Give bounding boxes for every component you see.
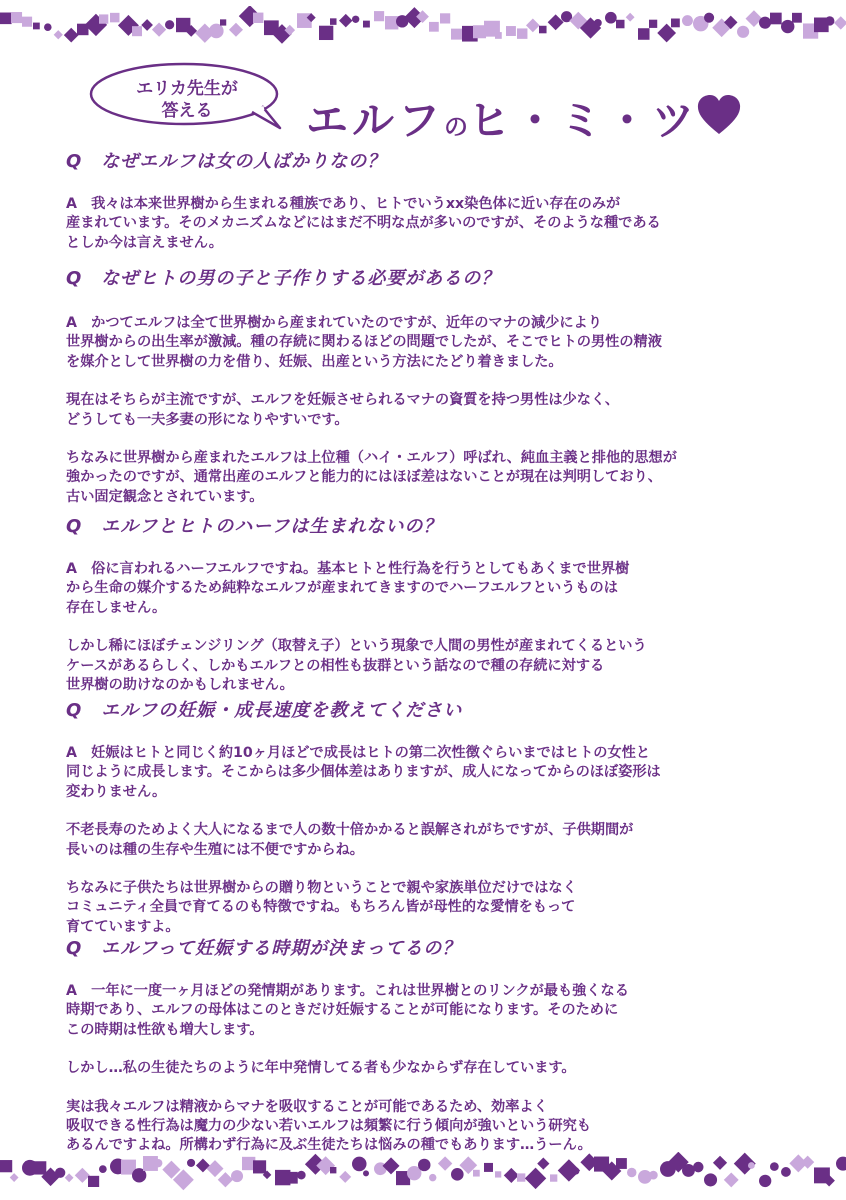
border-ornament bbox=[141, 19, 153, 31]
border-ornament bbox=[539, 26, 547, 34]
text-line: を媒介として世界樹の力を借り、妊娠、出産という方法にたどり着きました。 bbox=[66, 353, 563, 370]
border-ornament bbox=[748, 1162, 755, 1169]
border-ornament bbox=[33, 23, 40, 30]
border-ornament bbox=[429, 22, 439, 32]
text-line: A 我々は本来世界樹から生まれる種族であり、ヒトでいうxx染色体に近い存在のみが bbox=[66, 196, 621, 212]
border-ornament bbox=[836, 1157, 846, 1171]
text-line: A 俗に言われるハーフエルフですね。基本ヒトと性行為を行うとしてもあくまで世界樹 bbox=[66, 561, 630, 577]
title-part-no: の bbox=[444, 113, 469, 141]
text-line: あるんですよね。所構わず行為に及ぶ生徒たちは悩みの種でもあります…うーん。 bbox=[66, 1137, 592, 1154]
border-ornament bbox=[616, 20, 625, 29]
border-ornament bbox=[638, 28, 650, 40]
bubble-text-line2: 答える bbox=[161, 101, 213, 121]
text-line: A かつてエルフは全て世界樹から産まれていたのですが、近年のマナの減少により bbox=[66, 315, 602, 331]
border-ornament bbox=[187, 1159, 195, 1167]
border-ornament bbox=[537, 1157, 549, 1169]
border-ornament bbox=[759, 1175, 771, 1187]
border-ornament bbox=[737, 26, 749, 38]
answer-paragraph bbox=[66, 879, 661, 937]
border-ornament bbox=[218, 1172, 233, 1187]
answer-paragraph bbox=[66, 637, 647, 695]
border-ornament bbox=[517, 1173, 525, 1181]
border-ornament bbox=[253, 1160, 266, 1173]
border-ornament bbox=[526, 18, 540, 32]
border-ornament bbox=[0, 1160, 12, 1172]
border-ornament bbox=[352, 16, 359, 23]
qa-section-4 bbox=[66, 696, 661, 937]
title-part-himitsu: ヒ・ミ・ツ bbox=[468, 96, 699, 145]
text-line: 実は我々エルフは精液からマナを吸収することが可能であるため、効率よく bbox=[66, 1098, 548, 1115]
question-heading: Q エルフとヒトのハーフは生まれないの？ bbox=[66, 516, 443, 537]
border-ornament bbox=[64, 28, 79, 43]
border-ornament bbox=[616, 1158, 627, 1169]
question-heading: Q なぜヒトの男の子と子作りする必要があるの？ bbox=[66, 268, 501, 289]
text-line: しかし…私の生徒たちのように年中発情してる者も少なからず存在しています。 bbox=[66, 1060, 576, 1077]
qa-section-1 bbox=[66, 147, 661, 253]
text-line: 世界樹からの出生率が激減。種の存続に関わるほどの問題でしたが、そこでヒトの男性の精液 bbox=[66, 334, 662, 351]
answer-paragraph bbox=[66, 1098, 629, 1156]
border-ornament bbox=[724, 1172, 739, 1187]
text-line: 強かったのですが、通常出産のエルフと能力的にはほぼ差はないことが現在は判明しており、 bbox=[66, 469, 662, 486]
border-ornament bbox=[484, 1163, 493, 1172]
border-ornament bbox=[229, 23, 243, 37]
border-ornament bbox=[11, 12, 22, 23]
border-ornament bbox=[99, 14, 108, 23]
answer-paragraph bbox=[66, 391, 677, 430]
text-line: 吸収できる性行為は魔力の少ない若いエルフは頻繁に行う傾向が強いという研究も bbox=[66, 1118, 591, 1135]
border-ornament bbox=[339, 1171, 351, 1183]
border-ornament bbox=[440, 13, 450, 23]
border-ornament bbox=[152, 22, 166, 36]
border-ornament bbox=[759, 17, 771, 29]
border-ornament bbox=[154, 1159, 162, 1167]
border-ornament bbox=[75, 1168, 90, 1183]
decorative-border-top bbox=[0, 6, 846, 46]
border-ornament bbox=[196, 1159, 210, 1173]
border-ornament bbox=[44, 23, 52, 31]
border-ornament bbox=[110, 13, 120, 23]
border-ornament bbox=[517, 28, 527, 38]
border-ornament bbox=[55, 1168, 65, 1178]
border-ornament bbox=[713, 1156, 727, 1170]
border-ornament bbox=[253, 13, 263, 23]
text-line: 古い固定観念とされています。 bbox=[66, 488, 264, 505]
text-line: 存在しません。 bbox=[66, 599, 167, 616]
page-title bbox=[306, 88, 698, 148]
bubble-text-line1: エリカ先生が bbox=[136, 79, 238, 99]
text-line: としか今は言えません。 bbox=[66, 234, 223, 251]
text-line: 時期であり、エルフの母体はこのときだけ妊娠することが可能になります。そのために bbox=[66, 1002, 619, 1019]
text-line: 産まれています。そのメカニズムなどにはまだ不明な点が多いのですが、そのような種である bbox=[66, 215, 661, 232]
text-line: コミュニティ全員で育てるのも特徴ですね。もちろん皆が母性的な愛情をもって bbox=[66, 899, 576, 916]
border-ornament bbox=[572, 1167, 579, 1174]
text-line: ちなみに子供たちは世界樹からの贈り物ということで親や家族単位だけではなく bbox=[66, 880, 577, 897]
text-line: ケースがあるらしく、しかもエルフとの相性も抜群という話なので種の存続に対する bbox=[66, 657, 605, 674]
heart-icon bbox=[696, 94, 742, 136]
border-ornament bbox=[594, 19, 602, 27]
border-ornament bbox=[88, 1176, 99, 1187]
text-line: 現在はそちらが主流ですが、エルフを妊娠させられるマナの資質を持つ男性は少なく、 bbox=[66, 392, 620, 409]
border-ornament bbox=[770, 13, 782, 25]
border-ornament bbox=[374, 11, 384, 21]
border-ornament bbox=[473, 1170, 480, 1177]
border-ornament bbox=[132, 26, 142, 36]
border-ornament bbox=[165, 20, 174, 29]
border-ornament bbox=[209, 24, 224, 39]
border-ornament bbox=[99, 1165, 107, 1173]
text-line: 長いのは種の生存や生殖には不便ですからね。 bbox=[66, 841, 364, 858]
border-ornament bbox=[792, 13, 802, 23]
text-line: ちなみに世界樹から産まれたエルフは上位種（ハイ・エルフ）呼ばれ、純血主義と排他的思想が bbox=[66, 450, 677, 467]
border-ornament bbox=[363, 21, 370, 28]
answer-paragraph bbox=[66, 821, 661, 860]
border-ornament bbox=[671, 19, 680, 28]
text-line: 同じように成長します。そこからは多少個体差はありますが、成人になってからのほぼ姿形は bbox=[66, 764, 661, 781]
text-line: 不老長寿のためよく大人になるまで人の数十倍かかると誤解されがちですが、子供期間が bbox=[66, 822, 634, 839]
answer-paragraph bbox=[66, 1059, 629, 1078]
text-line: 変わりません。 bbox=[66, 783, 167, 800]
border-ornament bbox=[330, 1167, 336, 1173]
border-ornament bbox=[626, 13, 635, 22]
border-ornament bbox=[825, 16, 834, 25]
title-part-elf: エルフ bbox=[306, 96, 445, 145]
text-line: 世界樹の助けなのかもしれません。 bbox=[66, 677, 294, 694]
border-ornament bbox=[297, 1171, 306, 1180]
text-line: A 妊娠はヒトと同じく約10ヶ月ほどで成長はヒトの第二次性徴ぐらいまではヒトの女性と bbox=[66, 745, 651, 761]
border-ornament bbox=[495, 1171, 501, 1177]
answer-paragraph bbox=[66, 982, 629, 1040]
border-ornament bbox=[220, 19, 226, 25]
border-ornament bbox=[10, 1173, 19, 1182]
border-ornament bbox=[451, 1168, 464, 1181]
text-line: この時期は性欲も増大します。 bbox=[66, 1021, 264, 1038]
border-ornament bbox=[0, 13, 12, 25]
page-header bbox=[0, 60, 846, 150]
border-ornament bbox=[550, 1174, 557, 1181]
text-line: から生命の媒介するため純粋なエルフが産まれてきますのでハーフエルフというものは bbox=[66, 580, 618, 597]
border-ornament bbox=[627, 1168, 636, 1177]
border-ornament bbox=[495, 32, 502, 39]
answer-paragraph bbox=[66, 314, 677, 372]
border-ornament bbox=[207, 1160, 224, 1177]
border-ornament bbox=[704, 13, 714, 23]
border-ornament bbox=[352, 1157, 367, 1172]
border-ornament bbox=[682, 15, 693, 26]
border-ornament bbox=[781, 1167, 791, 1177]
border-ornament bbox=[525, 1168, 546, 1189]
border-ornament bbox=[506, 26, 516, 36]
border-ornament bbox=[330, 18, 337, 25]
border-ornament bbox=[834, 16, 846, 29]
border-ornament bbox=[33, 1161, 46, 1174]
border-ornament bbox=[231, 1170, 243, 1182]
question-heading: Q エルフって妊娠する時期が決まってるの？ bbox=[66, 938, 462, 959]
qa-section-3 bbox=[66, 512, 647, 695]
question-heading: Q なぜエルフは女の人ばかりなの？ bbox=[66, 151, 387, 172]
border-ornament bbox=[339, 14, 353, 28]
border-ornament bbox=[605, 12, 617, 24]
decorative-border-bottom bbox=[0, 1152, 846, 1192]
qa-section-2 bbox=[66, 264, 677, 507]
border-ornament bbox=[451, 29, 462, 40]
border-ornament bbox=[429, 1174, 436, 1181]
border-ornament bbox=[649, 20, 657, 28]
text-line: 育てていますよ。 bbox=[66, 918, 180, 935]
answer-paragraph bbox=[66, 560, 647, 618]
answer-paragraph bbox=[66, 744, 661, 802]
border-ornament bbox=[504, 1168, 519, 1183]
border-ornament bbox=[22, 17, 32, 27]
border-ornament bbox=[319, 26, 333, 40]
border-ornament bbox=[286, 1172, 298, 1184]
border-ornament bbox=[363, 1170, 369, 1176]
text-line: A 一年に一度一ヶ月ほどの発情期があります。これは世界樹とのリンクが最も強くなる bbox=[66, 983, 629, 999]
answer-paragraph bbox=[66, 195, 661, 253]
answer-paragraph bbox=[66, 449, 677, 507]
border-ornament bbox=[770, 1162, 779, 1171]
border-ornament bbox=[54, 30, 63, 39]
border-ornament bbox=[418, 1159, 430, 1171]
question-heading: Q エルフの妊娠・成長速度を教えてください bbox=[66, 700, 463, 721]
border-ornament bbox=[704, 1173, 717, 1186]
border-ornament bbox=[682, 1164, 695, 1177]
qa-section-5 bbox=[66, 934, 629, 1156]
border-ornament bbox=[65, 1173, 74, 1182]
text-line: どうしても一夫多妻の形になりやすいです。 bbox=[66, 411, 349, 428]
border-ornament bbox=[693, 1162, 704, 1173]
text-line: しかし稀にほぼチェンジリング（取替え子）という現象で人間の男性が産まれてくるという bbox=[66, 638, 647, 655]
border-ornament bbox=[438, 1156, 452, 1170]
border-ornament bbox=[649, 1171, 658, 1180]
